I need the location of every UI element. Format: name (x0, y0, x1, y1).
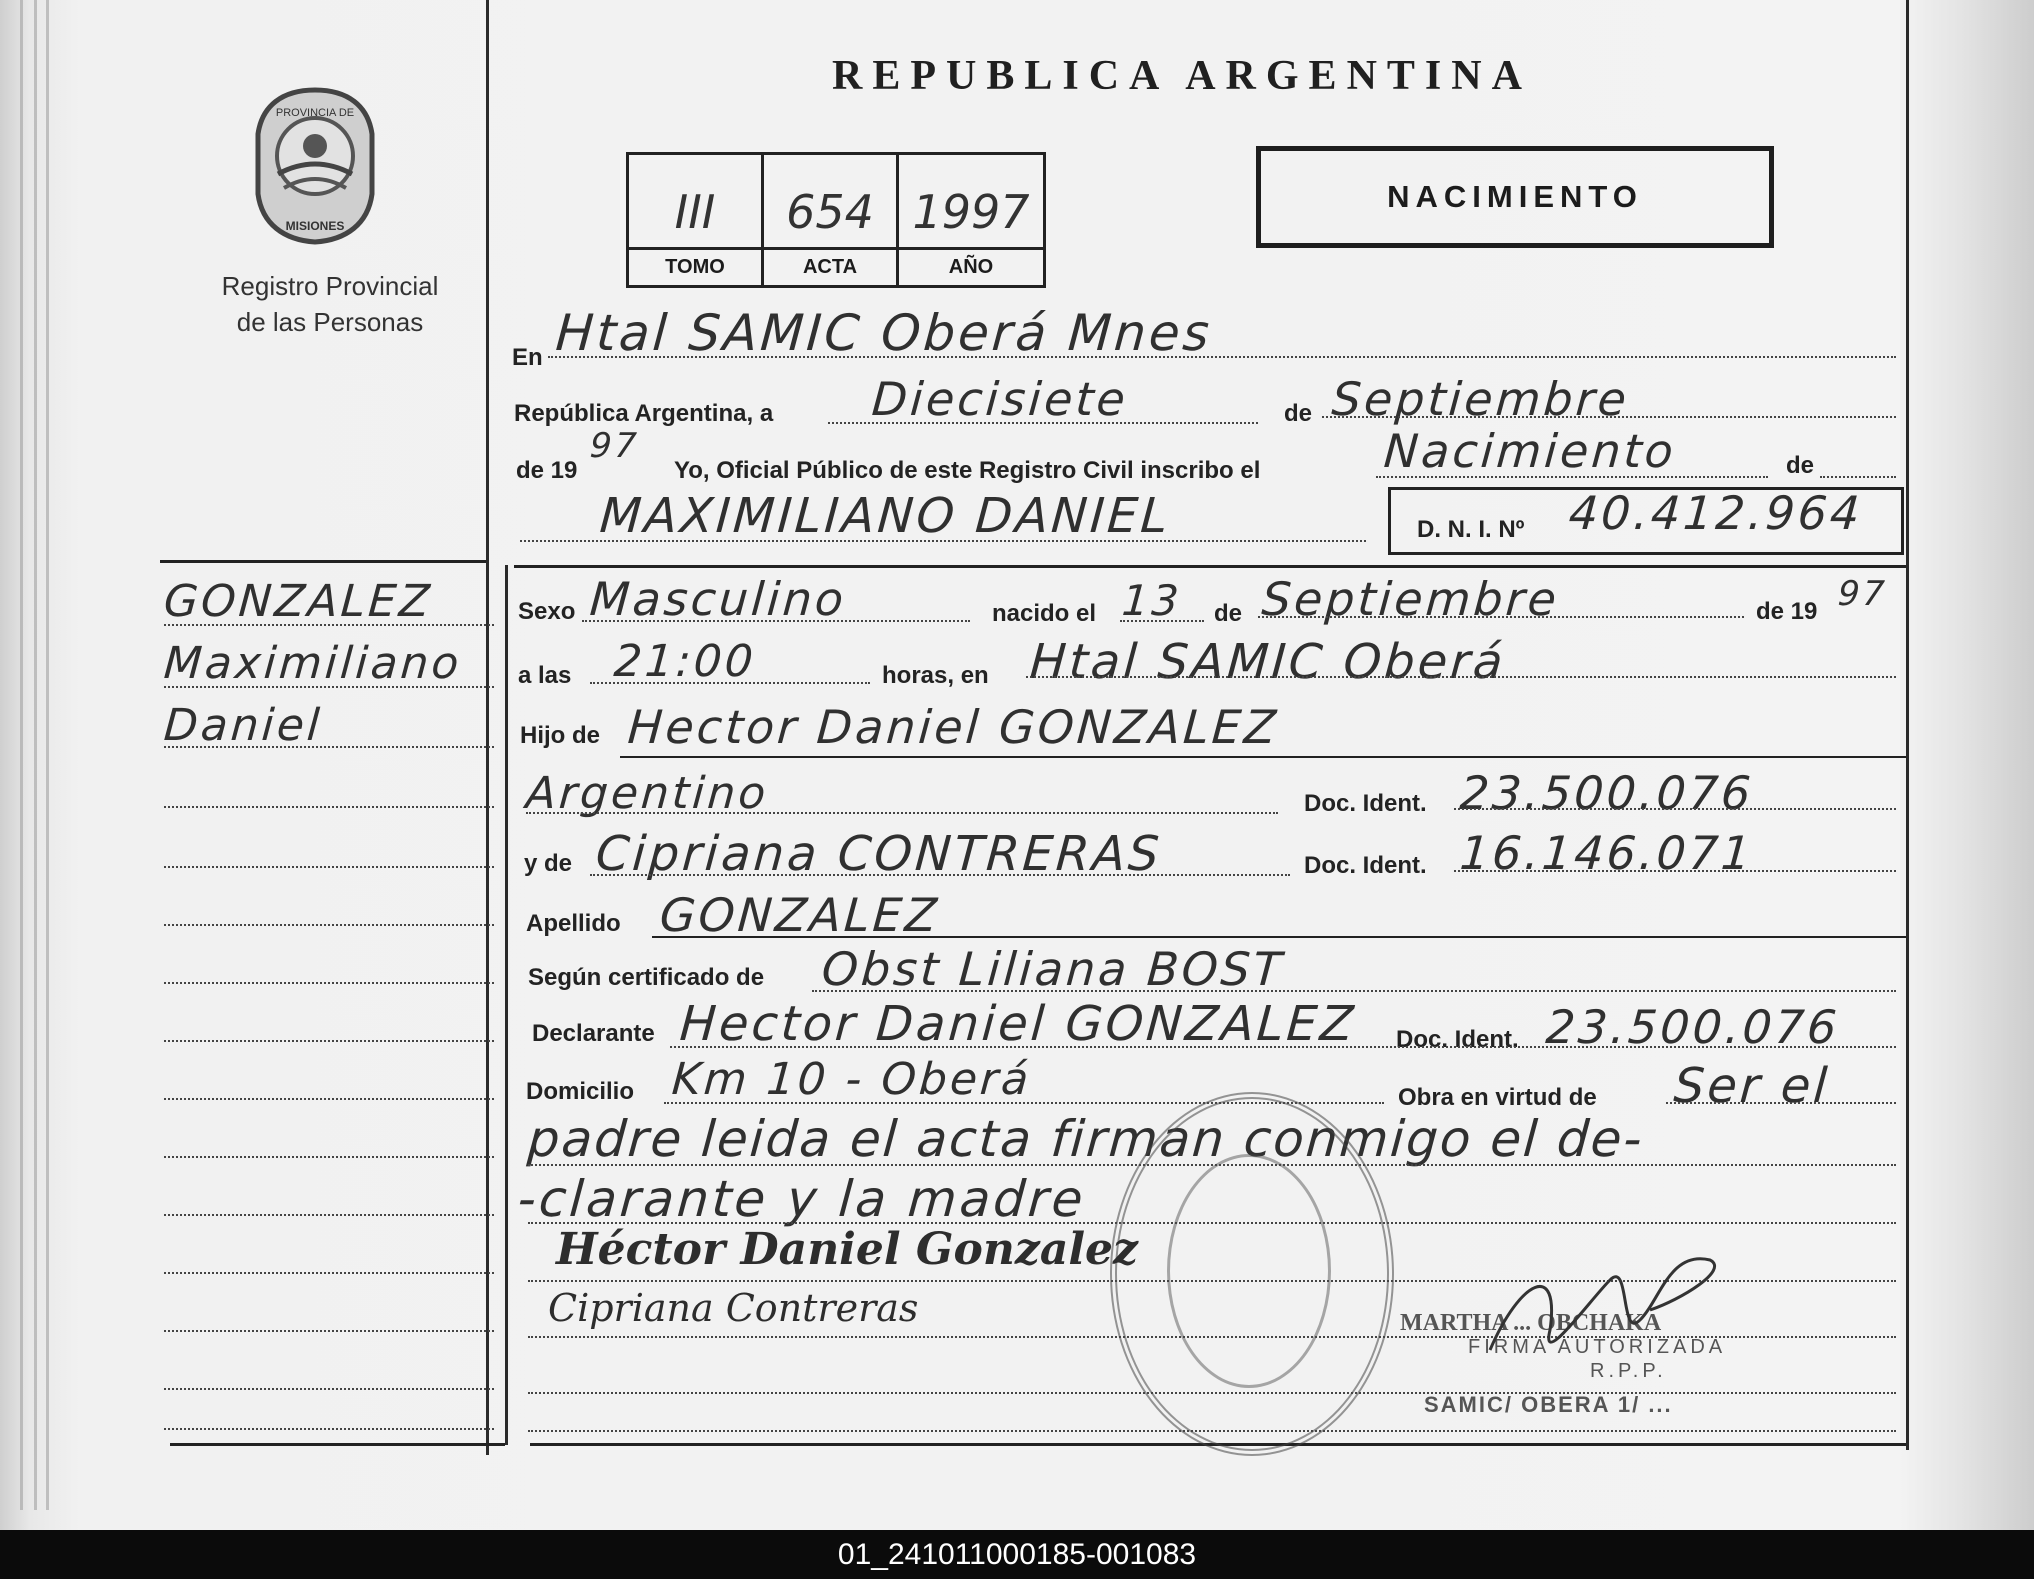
registry-line-1: Registro Provincial (221, 271, 439, 301)
line (548, 356, 1896, 358)
label-obra: Obra en virtud de (1398, 1084, 1597, 1111)
value-obra: Ser el (1672, 1058, 1832, 1114)
value-declarante-doc: 23.500.076 (1544, 1000, 1842, 1054)
provincial-coat-of-arms-icon (248, 84, 382, 246)
margin-line (164, 866, 494, 868)
label-declarante: Declarante (532, 1020, 655, 1047)
dni-box (1388, 487, 1904, 555)
line (528, 1392, 1896, 1394)
label-en: En (512, 344, 543, 371)
line (590, 682, 870, 684)
value-mes: Septiembre (1330, 372, 1631, 426)
label-horas: horas, en (882, 662, 989, 689)
acta-value: 654 (786, 185, 874, 239)
value-texto-2: -clarante y la madre (515, 1170, 1088, 1228)
line (620, 756, 1906, 758)
line (1376, 476, 1768, 478)
value-nacido-mes: Septiembre (1260, 572, 1561, 626)
value-apellido: GONZALEZ (658, 888, 942, 942)
value-dia: Diecisiete (870, 372, 1130, 426)
label-de-3: de (1214, 600, 1243, 627)
line (1820, 476, 1896, 478)
line (670, 1046, 1896, 1048)
margin-bottom-rule (170, 1443, 505, 1446)
margin-line (164, 982, 494, 984)
label-de: de (1284, 400, 1313, 427)
officer-stamp-sub: R.P.P. (1590, 1360, 1667, 1382)
line (526, 812, 1278, 814)
line (828, 422, 1258, 424)
value-year: 97 (588, 426, 641, 466)
label-a-las: a las (518, 662, 572, 689)
value-madre: Cipriana CONTRERAS (594, 826, 1164, 882)
margin-nombre-2: Daniel (162, 700, 325, 751)
value-padre-doc: 23.500.076 (1458, 766, 1756, 820)
line (1666, 1102, 1896, 1104)
value-sexo: Masculino (588, 572, 849, 626)
line (582, 620, 970, 622)
record-number-box (626, 152, 1046, 288)
line (590, 874, 1290, 876)
line (1120, 620, 1204, 622)
label-y-de: y de (524, 850, 573, 877)
tomo-label: TOMO (665, 256, 725, 278)
label-doc-3: Doc. Ident. (1396, 1026, 1519, 1053)
value-en: Htal SAMIC Oberá Mnes (553, 304, 1214, 362)
label-doc-1: Doc. Ident. (1304, 790, 1427, 817)
label-dni: D. N. I. Nº (1417, 516, 1525, 543)
officer-signature-scribble (1480, 1240, 1740, 1380)
line (812, 990, 1896, 992)
margin-line (164, 1272, 494, 1274)
margin-line (164, 1214, 494, 1216)
margin-line (164, 746, 494, 748)
value-hora: 21:00 (612, 636, 758, 687)
ano-value: 1997 (912, 185, 1030, 239)
value-nacido-year: 97 (1836, 574, 1889, 614)
official-seal-stamp (1110, 1092, 1394, 1456)
document-title: REPUBLICA ARGENTINA (832, 53, 1532, 99)
seal-text-bottom: MISIONES (285, 219, 345, 233)
page-edge (34, 0, 37, 1510)
margin-line (164, 1040, 494, 1042)
form-frame-right (1906, 0, 1909, 1450)
officer-stamp-place: SAMIC/ OBERA 1/ ... (1424, 1392, 1673, 1417)
record-type: NACIMIENTO (1256, 146, 1774, 248)
ano-label: AÑO (948, 256, 994, 278)
line (1322, 416, 1896, 418)
page-edge (20, 0, 23, 1510)
value-padre-nacionalidad: Argentino (524, 768, 771, 819)
seal-text-top: PROVINCIA DE (275, 107, 355, 119)
margin-line (164, 1428, 494, 1430)
margin-line (164, 1156, 494, 1158)
label-segun: Según certificado de (528, 964, 765, 991)
label-apellido: Apellido (526, 910, 621, 937)
value-madre-doc: 16.146.071 (1458, 826, 1756, 880)
value-declarante: Hector Daniel GONZALEZ (678, 996, 1358, 1052)
line (652, 936, 1906, 938)
officer-stamp-name: MARTHA ... OBCHAKA (1400, 1310, 1662, 1336)
value-dni: 40.412.964 (1567, 486, 1865, 540)
margin-apellido: GONZALEZ (162, 576, 435, 627)
margin-line (164, 806, 494, 808)
margin-column-rule (505, 565, 508, 1445)
value-domicilio: Km 10 - Oberá (670, 1054, 1034, 1105)
value-texto-1: padre leida el acta firman conmigo el de- (525, 1110, 1646, 1168)
value-padre: Hector Daniel GONZALEZ (626, 700, 1281, 754)
line (520, 540, 1366, 542)
margin-line (164, 686, 494, 688)
value-nacido-dia: 13 (1120, 576, 1184, 625)
label-domicilio: Domicilio (526, 1078, 635, 1105)
label-de19: de 19 (516, 457, 578, 484)
margin-line (164, 924, 494, 926)
label-hijo: Hijo de (520, 722, 601, 749)
line (1026, 676, 1896, 678)
label-de19-b: de 19 (1756, 598, 1818, 625)
label-nacido: nacido el (992, 600, 1097, 627)
registry-name (200, 268, 460, 340)
value-certificado: Obst Liliana BOST (820, 942, 1287, 996)
value-nombre: MAXIMILIANO DANIEL (598, 488, 1173, 544)
label-sexo: Sexo (518, 598, 576, 625)
margin-line (164, 1388, 494, 1390)
margin-line (164, 624, 494, 626)
officer-stamp-role: FIRMA AUTORIZADA (1468, 1336, 1727, 1358)
section-rule (514, 565, 1906, 568)
tomo-cell (629, 155, 764, 285)
label-republica: República Argentina, a (514, 400, 774, 427)
margin-nombre-1: Maximiliano (162, 638, 464, 689)
line (1258, 616, 1744, 618)
line (528, 1430, 1896, 1432)
ano-cell (899, 155, 1043, 285)
value-acto: Nacimiento (1382, 424, 1678, 478)
page-edge (46, 0, 49, 1510)
line (1454, 808, 1896, 810)
label-de-2: de (1786, 452, 1815, 479)
acta-label: ACTA (802, 256, 858, 278)
registry-line-2: de las Personas (236, 307, 424, 337)
acta-cell (764, 155, 899, 285)
label-yo: Yo, Oficial Público de este Registro Civil inscribo el (674, 457, 1261, 484)
signature-madre: Cipriana Contreras (548, 1286, 919, 1330)
label-doc-2: Doc. Ident. (1304, 852, 1427, 879)
margin-top-rule (160, 560, 486, 563)
image-id-footer: 01_241011000185-001083 (0, 1530, 2034, 1579)
line (1454, 870, 1896, 872)
margin-line (164, 1330, 494, 1332)
form-frame-left (486, 0, 489, 1455)
value-lugar: Htal SAMIC Oberá (1028, 634, 1508, 690)
margin-line (164, 1098, 494, 1100)
tomo-value: III (674, 185, 716, 239)
signature-declarante: Héctor Daniel Gonzalez (556, 1224, 1139, 1275)
